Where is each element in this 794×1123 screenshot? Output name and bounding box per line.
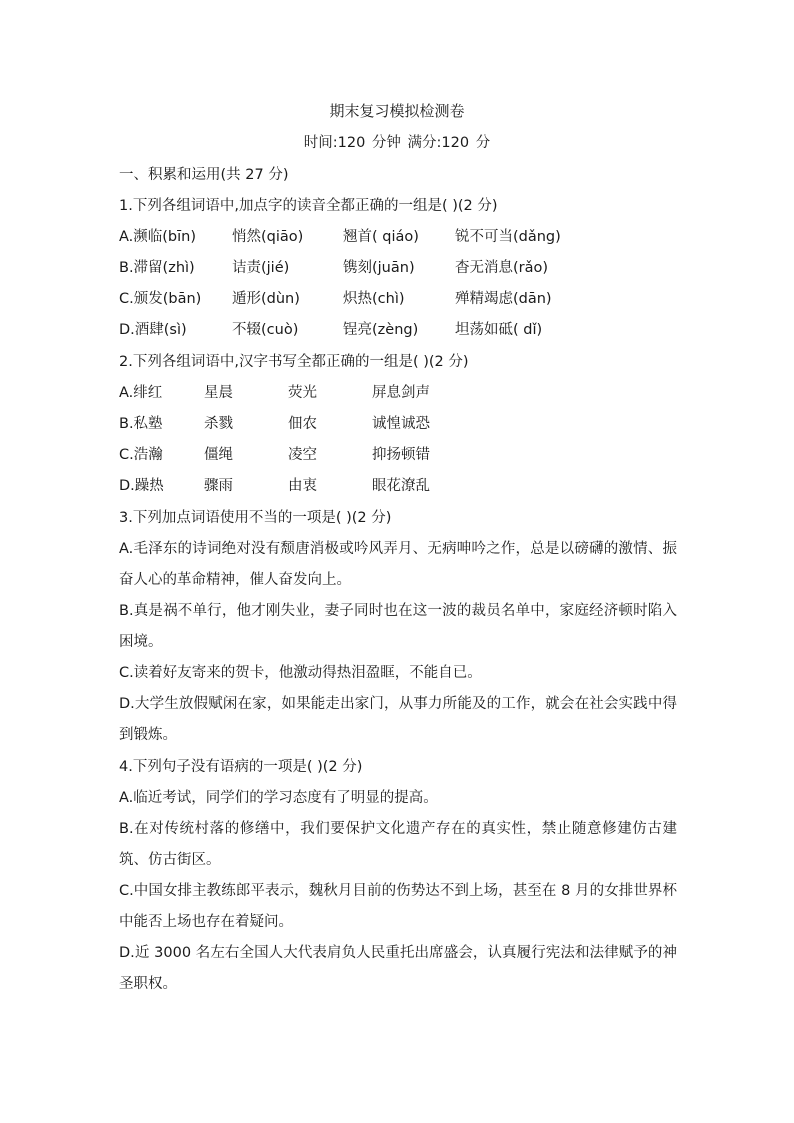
option-cell: 凌空: [288, 447, 317, 463]
question-4-option-b: B.在对传统村落的修缮中，我们要保护文化遗产存在的真实性，禁止随意修建仿古建筑、仿古街区。: [119, 821, 677, 868]
option-cell: A.绯红: [119, 385, 163, 401]
option-cell: 荧光: [288, 385, 317, 401]
option-cell: A.濒临(bīn): [119, 229, 197, 245]
question-4-option-a: A.临近考试，同学们的学习态度有了明显的提高。: [119, 790, 438, 806]
option-cell: 坦荡如砥( dǐ): [455, 322, 543, 338]
option-cell: 眼花潦乱: [372, 478, 430, 494]
option-cell: D.躁热: [119, 478, 164, 494]
option-cell: 僵绳: [204, 447, 233, 463]
option-cell: C.浩瀚: [119, 447, 163, 463]
option-cell: B.滞留(zhì): [119, 260, 195, 276]
option-cell: 锃亮(zèng): [343, 322, 419, 338]
option-cell: 锐不可当(dǎng): [455, 229, 561, 245]
option-cell: 屏息剑声: [372, 385, 430, 401]
question-4-stem: 4.下列句子没有语病的一项是( )(2 分): [119, 759, 363, 775]
question-1-stem: 1.下列各组词语中,加点字的读音全都正确的一组是( )(2 分): [119, 198, 498, 214]
option-cell: 杀戮: [204, 416, 233, 432]
question-3-option-c: C.读着好友寄来的贺卡，他激动得热泪盈眶，不能自已。: [119, 665, 482, 681]
question-3-stem: 3.下列加点词语使用不当的一项是( )(2 分): [119, 510, 392, 526]
option-cell: 星晨: [204, 385, 233, 401]
question-4-option-c: C.中国女排主教练郎平表示，魏秋月目前的伤势达不到上场，甚至在 8 月的女排世界杯中能否上场也存在着疑问。: [119, 883, 677, 930]
question-3-option-b: B.真是祸不单行，他才刚失业，妻子同时也在这一波的裁员名单中，家庭经济顿时陷入困境。: [119, 603, 677, 650]
option-cell: 镌刻(juān): [343, 260, 415, 276]
question-4-option-d: D.近 3000 名左右全国人大代表肩负人民重托出席盛会，认真履行宪法和法律赋予的神圣职权。: [119, 945, 677, 992]
option-cell: 骤雨: [204, 478, 233, 494]
option-cell: 杳无消息(rǎo): [455, 260, 549, 276]
option-cell: 佃农: [288, 416, 317, 432]
option-cell: 诚惶诚恐: [372, 416, 430, 432]
question-3-option-d: D.大学生放假赋闲在家，如果能走出家门，从事力所能及的工作，就会在社会实践中得到锻炼。: [119, 696, 677, 743]
section-heading: 一、积累和运用(共 27 分): [119, 167, 289, 183]
option-cell: 遁形(dùn): [232, 291, 300, 307]
option-cell: 不辍(cuò): [232, 322, 299, 338]
option-cell: 翘首( qiáo): [343, 229, 419, 245]
option-cell: 由衷: [288, 478, 317, 494]
option-cell: C.颁发(bān): [119, 291, 202, 307]
page-title: 期末复习模拟检测卷: [329, 102, 465, 120]
option-cell: D.酒肆(sì): [119, 322, 187, 338]
question-2-stem: 2.下列各组词语中,汉字书写全都正确的一组是( )(2 分): [119, 354, 469, 370]
exam-time-score: 时间:120 分钟 满分:120 分: [303, 135, 491, 151]
question-3-option-a: A.毛泽东的诗词绝对没有颓唐消极或吟风弄月、无病呻吟之作，总是以磅礴的激情、振奋人心的革命精神，催人奋发向上。: [119, 541, 677, 588]
option-cell: 抑扬顿错: [372, 447, 430, 463]
option-cell: 诘责(jié): [232, 260, 290, 276]
option-cell: 悄然(qiāo): [232, 229, 304, 245]
option-cell: 殚精竭虑(dān): [455, 291, 552, 307]
option-cell: 炽热(chì): [343, 291, 405, 307]
option-cell: B.私塾: [119, 416, 163, 432]
